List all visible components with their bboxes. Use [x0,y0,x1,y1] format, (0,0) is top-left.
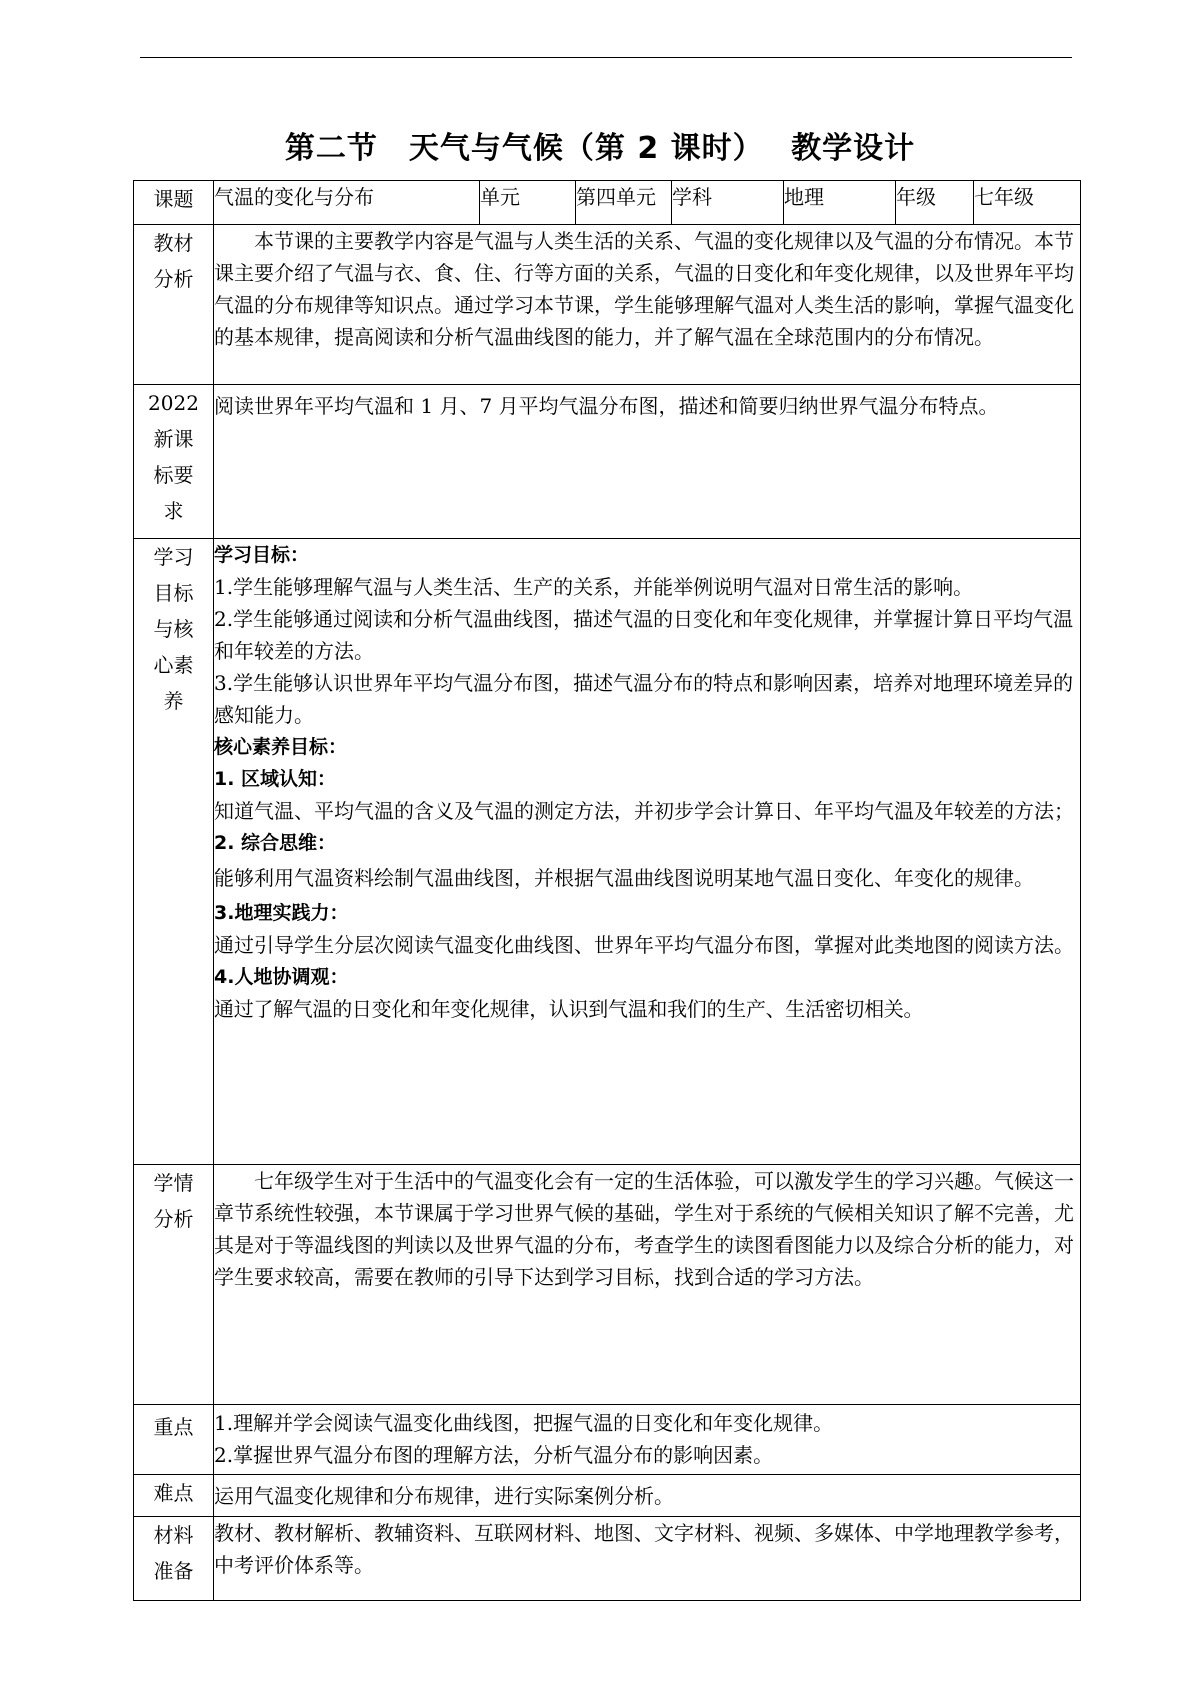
key-points-content [214,1405,1081,1475]
label-line: 标要 [153,463,194,487]
core-item-heading: 1. 区域认知： [214,768,337,790]
textbook-analysis-label [134,225,214,385]
objectives-content [214,539,1081,1165]
core-item-text: 知道气温、平均气温的含义及气温的测定方法，并初步学会计算日、年平均气温及年较差的方法； [214,799,1074,823]
learning-objective-item: 1.学生能够理解气温与人类生活、生产的关系，并能举例说明气温对日常生活的影响。 [214,575,974,599]
label-line: 分析 [153,1207,194,1231]
textbook-analysis-row [134,225,1081,385]
label-line: 教材 [153,231,194,255]
difficulties-text: 运用气温变化规律和分布规律，进行实际案例分析。 [214,1483,674,1508]
materials-text: 教材、教材解析、教辅资料、互联网材料、地图、文字材料、视频、多媒体、中学地理教学参考，中考评价体系等。 [214,1521,1074,1577]
label-line: 与核 [153,617,194,641]
difficulties-row [134,1475,1081,1517]
label-line: 学习 [153,545,194,569]
label-line: 材料 [153,1523,194,1547]
materials-row [134,1517,1081,1601]
core-item-heading: 3.地理实践力： [214,902,349,924]
core-item-text: 通过引导学生分层次阅读气温变化曲线图、世界年平均气温分布图，掌握对此类地图的阅读方法。 [214,933,1074,957]
label-line: 养 [163,689,184,713]
grade-value: 七年级 [974,181,1081,225]
core-item-heading: 4.人地协调观： [214,966,349,988]
label-line: 学情 [153,1171,194,1195]
materials-label [134,1517,214,1601]
objectives-label [134,539,214,1165]
page-title: 第二节 天气与气候（第 2 课时） 教学设计 [284,131,916,166]
core-item-text: 能够利用气温资料绘制气温曲线图，并根据气温曲线图说明某地气温日变化、年变化的规律。 [214,866,1034,890]
learning-objectives-heading: 学习目标： [214,544,310,566]
learning-objective-item: 3.学生能够认识世界年平均气温分布图，描述气温分布的特点和影响因素，培养对地理环境差异的感知能力。 [214,671,1074,727]
label-line: 新课 [153,427,194,451]
student-analysis-label [134,1165,214,1405]
label-line: 心素 [153,653,194,677]
key-points-label: 重点 [134,1405,214,1475]
student-analysis-content [214,1165,1081,1405]
unit-label: 单元 [480,181,576,225]
unit-value: 第四单元 [576,181,672,225]
topic-label: 课题 [134,181,214,225]
core-literacy-heading: 核心素养目标： [214,736,348,758]
student-analysis-row [134,1165,1081,1405]
objectives-row [134,539,1081,1165]
label-line: 求 [163,499,184,523]
student-analysis-text: 七年级学生对于生活中的气温变化会有一定的生活体验，可以激发学生的学习兴趣。气候这一章节系统性较强，本节课属于学习世界气候的基础，学生对于系统的气候相关知识了解不完善，尤其是对于等温线图的判读以及世界气温的分布，考查学生的读图看图能力以及综合分析的能力，对学生要求较高，需要在教师的引导下达到学习目标，找到合适的学习方法。 [214,1169,1074,1289]
subject-value: 地理 [784,181,896,225]
core-item-heading: 2. 综合思维： [214,832,337,854]
curriculum-standard-label [134,385,214,539]
textbook-analysis-content [214,225,1081,385]
label-line: 目标 [153,581,194,605]
lesson-design-table [133,180,1081,1601]
key-point-item: 2.掌握世界气温分布图的理解方法，分析气温分布的影响因素。 [214,1443,774,1467]
key-point-item: 1.理解并学会阅读气温变化曲线图，把握气温的日变化和年变化规律。 [214,1411,834,1435]
key-points-row [134,1405,1081,1475]
header-rule [140,57,1072,58]
topic-value: 气温的变化与分布 [214,181,480,225]
label-line: 2022 [148,391,199,415]
textbook-analysis-text: 本节课的主要教学内容是气温与人类生活的关系、气温的变化规律以及气温的分布情况。本节课主要介绍了气温与衣、食、住、行等方面的关系，气温的日变化和年变化规律，以及世界年平均气温的分布规律等知识点。通过学习本节课，学生能够理解气温对人类生活的影响，掌握气温变化的基本规律，提高阅读和分析气温曲线图的能力，并了解气温在全球范围内的分布情况。 [214,229,1074,349]
learning-objective-item: 2.学生能够通过阅读和分析气温曲线图，描述气温的日变化和年变化规律，并掌握计算日平均气温和年较差的方法。 [214,607,1074,663]
difficulties-label: 难点 [134,1475,214,1517]
info-row [134,181,1081,225]
materials-content [214,1517,1081,1601]
difficulties-content [214,1475,1081,1517]
subject-label: 学科 [672,181,784,225]
curriculum-standard-row [134,385,1081,539]
grade-label: 年级 [896,181,974,225]
label-line: 准备 [153,1559,194,1583]
label-line: 分析 [153,267,194,291]
core-item-text: 通过了解气温的日变化和年变化规律，认识到气温和我们的生产、生活密切相关。 [214,997,924,1021]
curriculum-standard-content [214,385,1081,539]
curriculum-standard-text: 阅读世界年平均气温和 1 月、7 月平均气温分布图，描述和简要归纳世界气温分布特点。 [214,394,999,418]
